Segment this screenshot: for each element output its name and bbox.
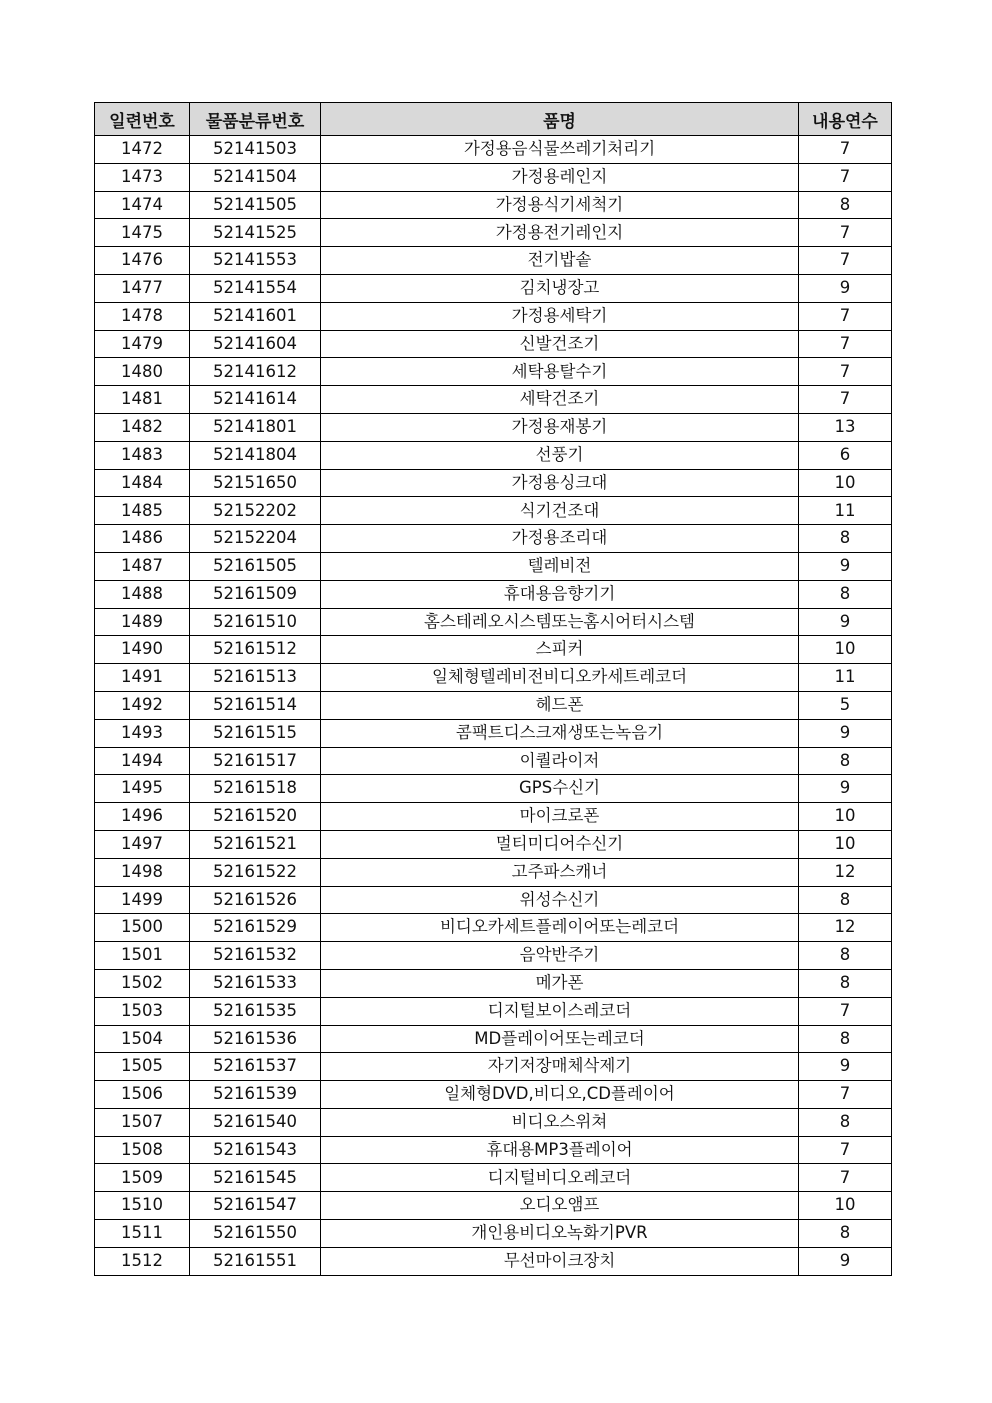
cell-useful-life-years: 8 (799, 747, 892, 775)
cell-useful-life-years: 13 (799, 413, 892, 441)
cell-item-name: 가정용세탁기 (321, 302, 799, 330)
cell-item-name: 무선마이크장치 (321, 1247, 799, 1275)
cell-useful-life-years: 9 (799, 274, 892, 302)
table-row (95, 942, 892, 970)
cell-serial-number: 1491 (95, 664, 190, 692)
cell-useful-life-years: 8 (799, 969, 892, 997)
cell-serial-number: 1489 (95, 608, 190, 636)
table-row (95, 497, 892, 525)
cell-classification-number: 52161509 (190, 580, 321, 608)
cell-serial-number: 1495 (95, 775, 190, 803)
cell-item-name: 가정용전기레인지 (321, 219, 799, 247)
cell-useful-life-years: 9 (799, 1053, 892, 1081)
cell-serial-number: 1478 (95, 302, 190, 330)
cell-useful-life-years: 7 (799, 997, 892, 1025)
cell-item-name: 자기저장매체삭제기 (321, 1053, 799, 1081)
cell-item-name: 멀티미디어수신기 (321, 830, 799, 858)
cell-classification-number: 52141601 (190, 302, 321, 330)
cell-classification-number: 52161533 (190, 969, 321, 997)
cell-useful-life-years: 8 (799, 1108, 892, 1136)
table-row (95, 830, 892, 858)
cell-classification-number: 52161526 (190, 886, 321, 914)
table-row (95, 441, 892, 469)
cell-serial-number: 1502 (95, 969, 190, 997)
cell-classification-number: 52161536 (190, 1025, 321, 1053)
cell-useful-life-years: 10 (799, 1192, 892, 1220)
cell-classification-number: 52141505 (190, 191, 321, 219)
cell-useful-life-years: 7 (799, 302, 892, 330)
cell-useful-life-years: 9 (799, 608, 892, 636)
cell-useful-life-years: 8 (799, 525, 892, 553)
cell-useful-life-years: 6 (799, 441, 892, 469)
cell-serial-number: 1492 (95, 691, 190, 719)
cell-useful-life-years: 7 (799, 219, 892, 247)
table-row (95, 525, 892, 553)
cell-useful-life-years: 7 (799, 330, 892, 358)
cell-item-name: 세탁용탈수기 (321, 358, 799, 386)
cell-item-name: MD플레이어또는레코더 (321, 1025, 799, 1053)
cell-item-name: 스피커 (321, 636, 799, 664)
cell-item-name: 신발건조기 (321, 330, 799, 358)
cell-item-name: 가정용재봉기 (321, 413, 799, 441)
cell-classification-number: 52161520 (190, 803, 321, 831)
cell-useful-life-years: 8 (799, 191, 892, 219)
cell-serial-number: 1485 (95, 497, 190, 525)
cell-item-name: 디지털비디오레코더 (321, 1164, 799, 1192)
cell-item-name: 개인용비디오녹화기PVR (321, 1220, 799, 1248)
cell-classification-number: 52161537 (190, 1053, 321, 1081)
cell-item-name: 가정용식기세척기 (321, 191, 799, 219)
table-row (95, 997, 892, 1025)
table-row (95, 1192, 892, 1220)
cell-useful-life-years: 10 (799, 803, 892, 831)
table-row (95, 969, 892, 997)
cell-classification-number: 52141804 (190, 441, 321, 469)
cell-serial-number: 1503 (95, 997, 190, 1025)
cell-useful-life-years: 11 (799, 497, 892, 525)
cell-serial-number: 1494 (95, 747, 190, 775)
cell-serial-number: 1500 (95, 914, 190, 942)
table-row (95, 886, 892, 914)
cell-item-name: 고주파스캐너 (321, 858, 799, 886)
cell-classification-number: 52161532 (190, 942, 321, 970)
cell-serial-number: 1504 (95, 1025, 190, 1053)
cell-serial-number: 1506 (95, 1081, 190, 1109)
cell-useful-life-years: 5 (799, 691, 892, 719)
cell-serial-number: 1509 (95, 1164, 190, 1192)
cell-serial-number: 1479 (95, 330, 190, 358)
cell-item-name: 식기건조대 (321, 497, 799, 525)
cell-useful-life-years: 10 (799, 469, 892, 497)
cell-classification-number: 52151650 (190, 469, 321, 497)
cell-serial-number: 1477 (95, 274, 190, 302)
cell-useful-life-years: 7 (799, 247, 892, 275)
table-row (95, 358, 892, 386)
cell-serial-number: 1511 (95, 1220, 190, 1248)
table-row (95, 302, 892, 330)
cell-classification-number: 52161510 (190, 608, 321, 636)
table-row (95, 469, 892, 497)
header-useful-life-years: 내용연수 (799, 103, 892, 136)
cell-item-name: 마이크로폰 (321, 803, 799, 831)
cell-classification-number: 52141503 (190, 136, 321, 164)
cell-item-name: 음악반주기 (321, 942, 799, 970)
cell-useful-life-years: 10 (799, 636, 892, 664)
table-row (95, 1053, 892, 1081)
table-row (95, 691, 892, 719)
cell-classification-number: 52141554 (190, 274, 321, 302)
cell-useful-life-years: 8 (799, 580, 892, 608)
table-row (95, 1247, 892, 1275)
cell-classification-number: 52141614 (190, 386, 321, 414)
table-row (95, 580, 892, 608)
table-row (95, 914, 892, 942)
cell-classification-number: 52161535 (190, 997, 321, 1025)
cell-serial-number: 1508 (95, 1136, 190, 1164)
cell-item-name: 가정용레인지 (321, 163, 799, 191)
cell-classification-number: 52141553 (190, 247, 321, 275)
cell-classification-number: 52161514 (190, 691, 321, 719)
cell-item-name: 휴대용MP3플레이어 (321, 1136, 799, 1164)
cell-useful-life-years: 7 (799, 1081, 892, 1109)
table-row (95, 1164, 892, 1192)
cell-classification-number: 52152202 (190, 497, 321, 525)
cell-serial-number: 1473 (95, 163, 190, 191)
cell-classification-number: 52141504 (190, 163, 321, 191)
cell-item-name: 전기밥솥 (321, 247, 799, 275)
cell-useful-life-years: 8 (799, 942, 892, 970)
cell-serial-number: 1498 (95, 858, 190, 886)
cell-serial-number: 1472 (95, 136, 190, 164)
cell-useful-life-years: 7 (799, 1164, 892, 1192)
cell-classification-number: 52141604 (190, 330, 321, 358)
cell-serial-number: 1486 (95, 525, 190, 553)
cell-item-name: 세탁건조기 (321, 386, 799, 414)
cell-item-name: 위성수신기 (321, 886, 799, 914)
cell-classification-number: 52161522 (190, 858, 321, 886)
cell-serial-number: 1507 (95, 1108, 190, 1136)
cell-useful-life-years: 9 (799, 775, 892, 803)
cell-item-name: 비디오카세트플레이어또는레코더 (321, 914, 799, 942)
durable-years-table (94, 102, 892, 1276)
cell-item-name: 김치냉장고 (321, 274, 799, 302)
cell-useful-life-years: 12 (799, 858, 892, 886)
cell-serial-number: 1475 (95, 219, 190, 247)
cell-serial-number: 1483 (95, 441, 190, 469)
table-row (95, 1136, 892, 1164)
table-row (95, 219, 892, 247)
cell-useful-life-years: 8 (799, 886, 892, 914)
cell-item-name: 헤드폰 (321, 691, 799, 719)
table-row (95, 330, 892, 358)
cell-serial-number: 1512 (95, 1247, 190, 1275)
cell-item-name: 가정용싱크대 (321, 469, 799, 497)
table-row (95, 1081, 892, 1109)
cell-useful-life-years: 9 (799, 552, 892, 580)
cell-useful-life-years: 10 (799, 830, 892, 858)
cell-serial-number: 1476 (95, 247, 190, 275)
cell-classification-number: 52161545 (190, 1164, 321, 1192)
cell-serial-number: 1496 (95, 803, 190, 831)
cell-useful-life-years: 9 (799, 719, 892, 747)
cell-serial-number: 1501 (95, 942, 190, 970)
table-row (95, 608, 892, 636)
table-row (95, 163, 892, 191)
cell-classification-number: 52161551 (190, 1247, 321, 1275)
table-body (95, 136, 892, 1276)
cell-classification-number: 52141525 (190, 219, 321, 247)
cell-classification-number: 52161512 (190, 636, 321, 664)
cell-serial-number: 1482 (95, 413, 190, 441)
cell-useful-life-years: 7 (799, 136, 892, 164)
table-row (95, 858, 892, 886)
cell-useful-life-years: 7 (799, 358, 892, 386)
cell-classification-number: 52161539 (190, 1081, 321, 1109)
cell-item-name: 가정용음식물쓰레기처리기 (321, 136, 799, 164)
cell-classification-number: 52161550 (190, 1220, 321, 1248)
table-row (95, 552, 892, 580)
cell-useful-life-years: 8 (799, 1220, 892, 1248)
cell-classification-number: 52161517 (190, 747, 321, 775)
cell-useful-life-years: 12 (799, 914, 892, 942)
header-row (95, 103, 892, 136)
table-row (95, 747, 892, 775)
cell-item-name: 휴대용음향기기 (321, 580, 799, 608)
table-row (95, 803, 892, 831)
table-row (95, 247, 892, 275)
cell-classification-number: 52161513 (190, 664, 321, 692)
cell-item-name: 일체형DVD,비디오,CD플레이어 (321, 1081, 799, 1109)
table-row (95, 664, 892, 692)
cell-serial-number: 1480 (95, 358, 190, 386)
cell-item-name: 텔레비전 (321, 552, 799, 580)
cell-classification-number: 52141801 (190, 413, 321, 441)
cell-classification-number: 52161521 (190, 830, 321, 858)
cell-serial-number: 1505 (95, 1053, 190, 1081)
table-row (95, 719, 892, 747)
cell-serial-number: 1490 (95, 636, 190, 664)
cell-useful-life-years: 9 (799, 1247, 892, 1275)
cell-classification-number: 52161547 (190, 1192, 321, 1220)
header-item-name: 품명 (321, 103, 799, 136)
cell-classification-number: 52161543 (190, 1136, 321, 1164)
table-row (95, 191, 892, 219)
cell-item-name: 홈스테레오시스템또는홈시어터시스템 (321, 608, 799, 636)
cell-useful-life-years: 8 (799, 1025, 892, 1053)
cell-item-name: 오디오앰프 (321, 1192, 799, 1220)
table-row (95, 136, 892, 164)
cell-classification-number: 52161518 (190, 775, 321, 803)
cell-item-name: 메가폰 (321, 969, 799, 997)
table-row (95, 1025, 892, 1053)
table-row (95, 636, 892, 664)
cell-item-name: 선풍기 (321, 441, 799, 469)
cell-serial-number: 1481 (95, 386, 190, 414)
cell-useful-life-years: 7 (799, 1136, 892, 1164)
cell-item-name: 디지털보이스레코더 (321, 997, 799, 1025)
cell-serial-number: 1487 (95, 552, 190, 580)
cell-item-name: 콤팩트디스크재생또는녹음기 (321, 719, 799, 747)
cell-useful-life-years: 11 (799, 664, 892, 692)
header-serial-number: 일련번호 (95, 103, 190, 136)
cell-classification-number: 52161515 (190, 719, 321, 747)
cell-classification-number: 52141612 (190, 358, 321, 386)
cell-serial-number: 1493 (95, 719, 190, 747)
cell-serial-number: 1474 (95, 191, 190, 219)
cell-item-name: GPS수신기 (321, 775, 799, 803)
table-row (95, 1108, 892, 1136)
cell-classification-number: 52161540 (190, 1108, 321, 1136)
table-header (95, 103, 892, 136)
cell-item-name: 일체형텔레비전비디오카세트레코더 (321, 664, 799, 692)
table-row (95, 274, 892, 302)
cell-serial-number: 1510 (95, 1192, 190, 1220)
cell-item-name: 가정용조리대 (321, 525, 799, 553)
cell-serial-number: 1497 (95, 830, 190, 858)
cell-classification-number: 52152204 (190, 525, 321, 553)
cell-item-name: 이퀄라이저 (321, 747, 799, 775)
table-row (95, 386, 892, 414)
cell-item-name: 비디오스위쳐 (321, 1108, 799, 1136)
table-row (95, 775, 892, 803)
cell-useful-life-years: 7 (799, 163, 892, 191)
cell-classification-number: 52161529 (190, 914, 321, 942)
cell-serial-number: 1488 (95, 580, 190, 608)
cell-serial-number: 1499 (95, 886, 190, 914)
table-row (95, 413, 892, 441)
cell-serial-number: 1484 (95, 469, 190, 497)
table-row (95, 1220, 892, 1248)
cell-useful-life-years: 7 (799, 386, 892, 414)
cell-classification-number: 52161505 (190, 552, 321, 580)
header-classification-number: 물품분류번호 (190, 103, 321, 136)
